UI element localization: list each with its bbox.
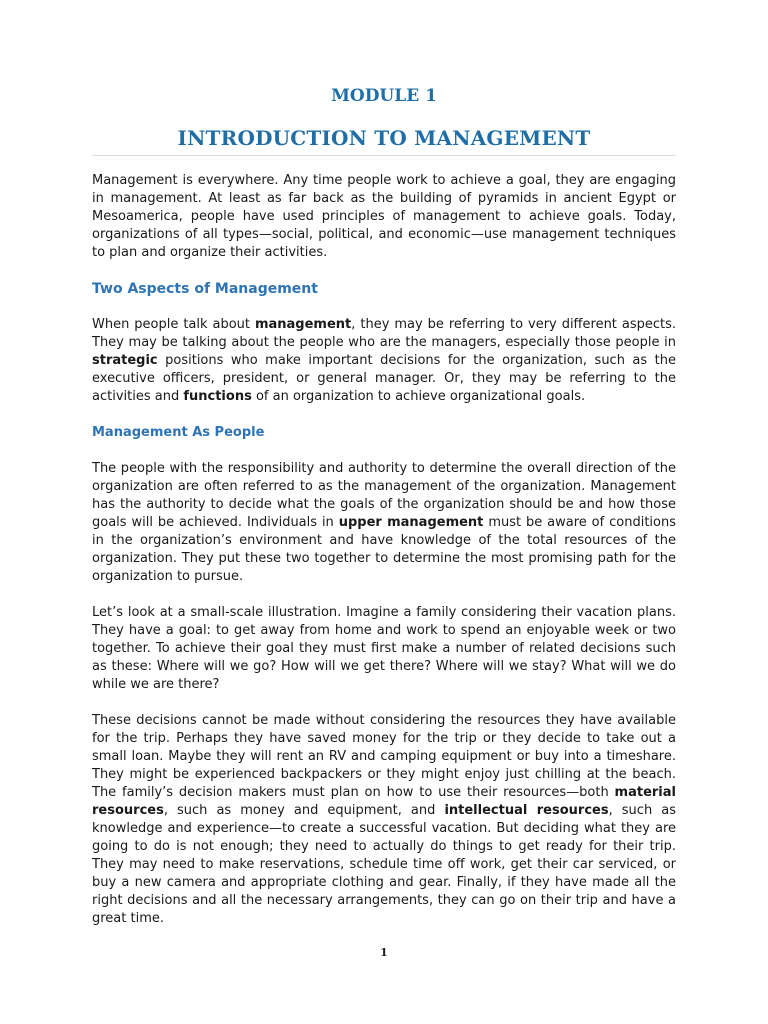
text-run: The people with the responsibility and authority to determine the overall direction of the organization are often referred to as the management of the organization. Management has the authority to decide what the goals of the organization should be and how those goals will be achieved. Individuals in	[92, 461, 676, 530]
page-number: 1	[380, 946, 388, 959]
text-run: positions who make important decisions for the organization, such as the executive officers, president, or general manager. Or, they may be referring to the activities and	[92, 353, 676, 404]
section-heading-management-as-people: Management As People	[92, 425, 265, 440]
bold-term-management: management	[254, 317, 352, 332]
text-run: , such as knowledge and experience—to create a successful vacation. But deciding what they are going to do is not enough; they need to actually do things to get ready for their trip. They may need to make reservations, schedule time off work, get their car serviced, or buy a new camera and appropriate clothing and gear. Finally, if they have made all the right decisions and all the necessary arrangements, they can go on their trip and have a great time.	[92, 803, 676, 926]
text-run: , they may be referring to very different aspects. They may be talking about the people who are the managers, especially those people in	[92, 317, 676, 350]
text-run: When people talk about	[92, 317, 255, 332]
two-aspects-paragraph	[92, 316, 676, 406]
intro-paragraph: Management is everywhere. Any time people work to achieve a goal, they are engaging in management. At least as far back as the building of pyramids in ancient Egypt or Mesoamerica, people have used principles of management to achieve goals. Today, organizations of all types—social, political, and economic—use management techniques to plan and organize their activities.	[92, 173, 676, 260]
text-run: must be aware of conditions in the organization’s environment and have knowledge of the total resources of the organization. They put these two together to determine the most promising path for the organization to pursue.	[92, 515, 677, 584]
title-divider	[92, 155, 676, 156]
bold-term-strategic: strategic	[92, 353, 158, 368]
page-title: INTRODUCTION TO MANAGEMENT	[177, 126, 591, 150]
bold-term-intellectual-resources: intellectual resources	[444, 803, 609, 818]
resources-paragraph	[92, 712, 676, 928]
text-run: , such as money and equipment, and	[163, 803, 445, 818]
text-run: These decisions cannot be made without considering the resources they have available for the trip. Perhaps they have saved money for the trip or they decide to take out a small loan. Maybe they will rent an RV and camping equipment or buy into a timeshare. They might be experienced backpackers or they might enjoy just chilling at the beach. The family’s decision makers must plan on how to use their resources—both	[92, 713, 676, 800]
text-run: of an organization to achieve organizational goals.	[251, 389, 586, 404]
bold-term-material-resources: material resources	[92, 785, 676, 818]
section-heading-two-aspects: Two Aspects of Management	[92, 281, 318, 297]
vacation-illustration-paragraph: Let’s look at a small-scale illustration. Imagine a family considering their vacation plans. They have a goal: to get away from home and work to spend an enjoyable week or two together. To achieve their goal they must first make a number of related decisions such as these: Where will we go? How will we get there? Where will we stay? What will we do while we are there?	[92, 605, 676, 692]
bold-term-functions: functions	[183, 389, 252, 404]
management-as-people-paragraph	[92, 460, 676, 586]
bold-term-upper-management: upper management	[338, 515, 484, 530]
document-body	[92, 172, 676, 928]
module-label: MODULE 1	[331, 86, 437, 106]
